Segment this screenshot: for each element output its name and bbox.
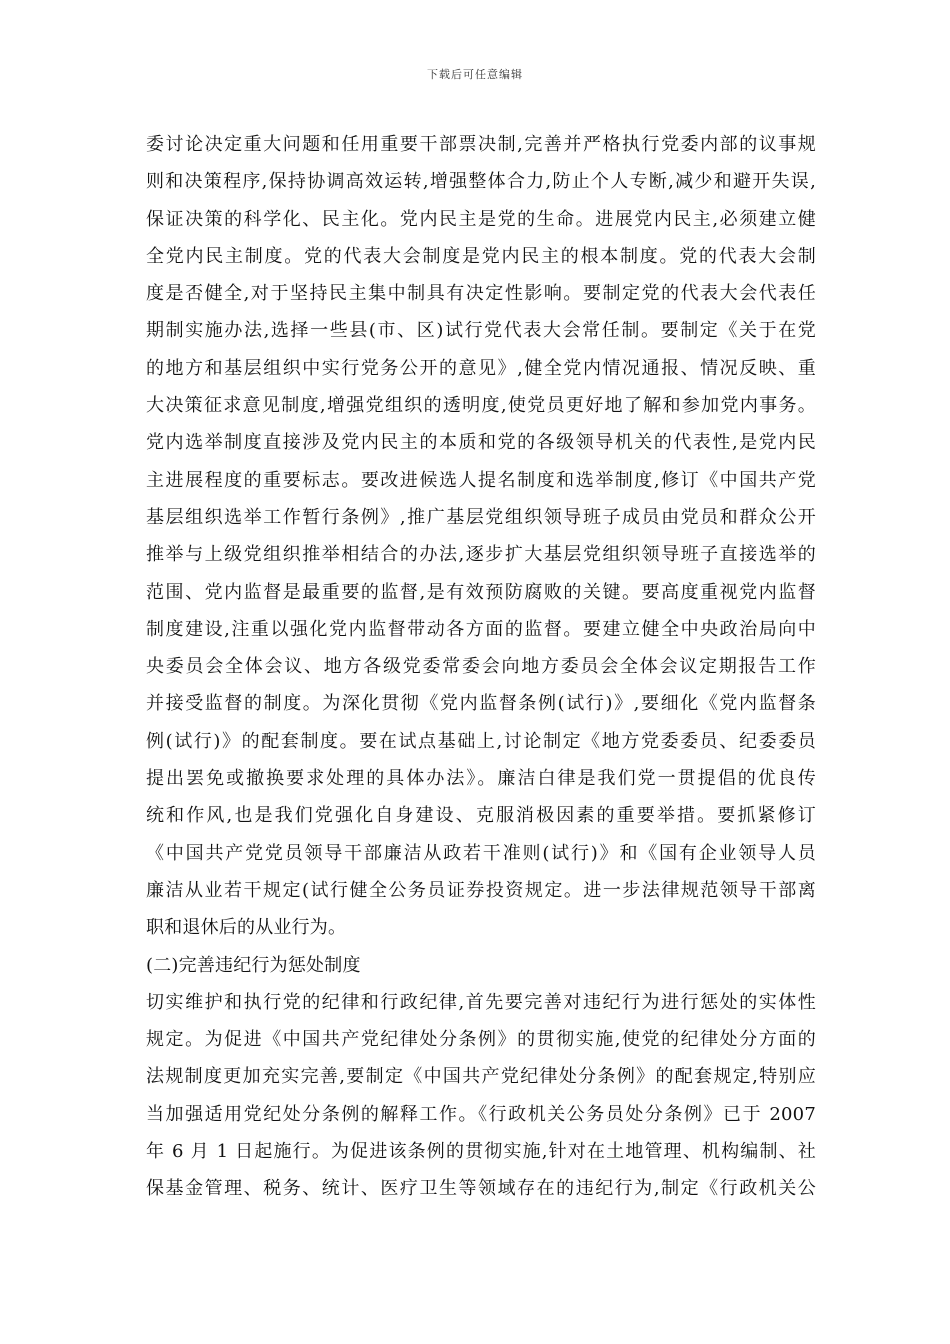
- text-line: 则和决策程序,保持协调高效运转,增强整体合力,防止个人专断,减少和避开失误,: [146, 171, 816, 193]
- text-line: 基层组织选举工作暂行条例》,推广基层党组织领导班子成员由党员和群众公开: [146, 506, 816, 528]
- text-line: 规定。为促进《中国共产党纪律处分条例》的贯彻实施,使党的纪律处分方面的: [146, 1029, 816, 1051]
- text-line: 党内选举制度直接涉及党内民主的本质和党的各级领导机关的代表性,是党内民: [146, 432, 816, 454]
- text-line: 度是否健全,对于坚持民主集中制具有决定性影响。要制定党的代表大会代表任: [146, 283, 816, 305]
- text-line: 统和作风,也是我们党强化自身建设、克服消极因素的重要举措。要抓紧修订: [146, 805, 816, 827]
- text-line: 制度建设,注重以强化党内监督带动各方面的监督。要建立健全中央政治局向中: [146, 618, 816, 640]
- text-line: 年 6 月 1 日起施行。为促进该条例的贯彻实施,针对在土地管理、机构编制、社: [146, 1141, 816, 1163]
- text-line: 全党内民主制度。党的代表大会制度是党内民主的根本制度。党的代表大会制: [146, 245, 816, 267]
- page-header-note: 下载后可任意编辑: [427, 68, 523, 81]
- text-line: 保证决策的科学化、民主化。党内民主是党的生命。进展党内民主,必须建立健: [146, 208, 816, 230]
- text-line: 保基金管理、税务、统计、医疗卫生等领域存在的违纪行为,制定《行政机关公: [146, 1178, 816, 1200]
- text-line: 主进展程度的重要标志。要改进候选人提名制度和选举制度,修订《中国共产党: [146, 469, 816, 491]
- text-line: 并接受监督的制度。为深化贯彻《党内监督条例(试行)》,要细化《党内监督条: [146, 693, 816, 715]
- text-line: 法规制度更加充实完善,要制定《中国共产党纪律处分条例》的配套规定,特别应: [146, 1066, 816, 1088]
- text-line: 期制实施办法,选择一些县(市、区)试行党代表大会常任制。要制定《关于在党: [146, 320, 816, 342]
- text-line: 廉洁从业若干规定(试行健全公务员证券投资规定。进一步法律规范领导干部离: [146, 879, 816, 901]
- text-line: 切实维护和执行党的纪律和行政纪律,首先要完善对违纪行为进行惩处的实体性: [146, 991, 816, 1013]
- text-line: 委讨论决定重大问题和任用重要干部票决制,完善并严格执行党委内部的议事规: [146, 134, 816, 155]
- text-line: 当加强适用党纪处分条例的解释工作。《行政机关公务员处分条例》已于 2007: [146, 1103, 816, 1125]
- text-line: 范围、党内监督是最重要的监督,是有效预防腐败的关键。要高度重视党内监督: [146, 581, 816, 603]
- text-line: 提出罢免或撤换要求处理的具体办法》。廉洁白律是我们党一贯提倡的优良传: [146, 768, 816, 790]
- section-heading: (二)完善违纪行为惩处制度: [146, 954, 361, 976]
- text-line: 例(试行)》的配套制度。要在试点基础上,讨论制定《地方党委委员、纪委委员: [146, 730, 816, 752]
- text-line: 央委员会全体会议、地方各级党委常委会向地方委员会全体会议定期报告工作: [146, 656, 816, 678]
- text-line: 的地方和基层组织中实行党务公开的意见》,健全党内情况通报、情况反映、重: [146, 357, 816, 379]
- text-line: 推举与上级党组织推举相结合的办法,逐步扩大基层党组织领导班子直接选举的: [146, 544, 816, 566]
- text-line: 大决策征求意见制度,增强党组织的透明度,使党员更好地了解和参加党内事务。: [146, 395, 816, 417]
- text-line: 职和退休后的从业行为。: [146, 917, 347, 939]
- body-text: [146, 126, 816, 1208]
- text-line: 《中国共产党党员领导干部廉洁从政若干准则(试行)》和《国有企业领导人员: [146, 842, 816, 864]
